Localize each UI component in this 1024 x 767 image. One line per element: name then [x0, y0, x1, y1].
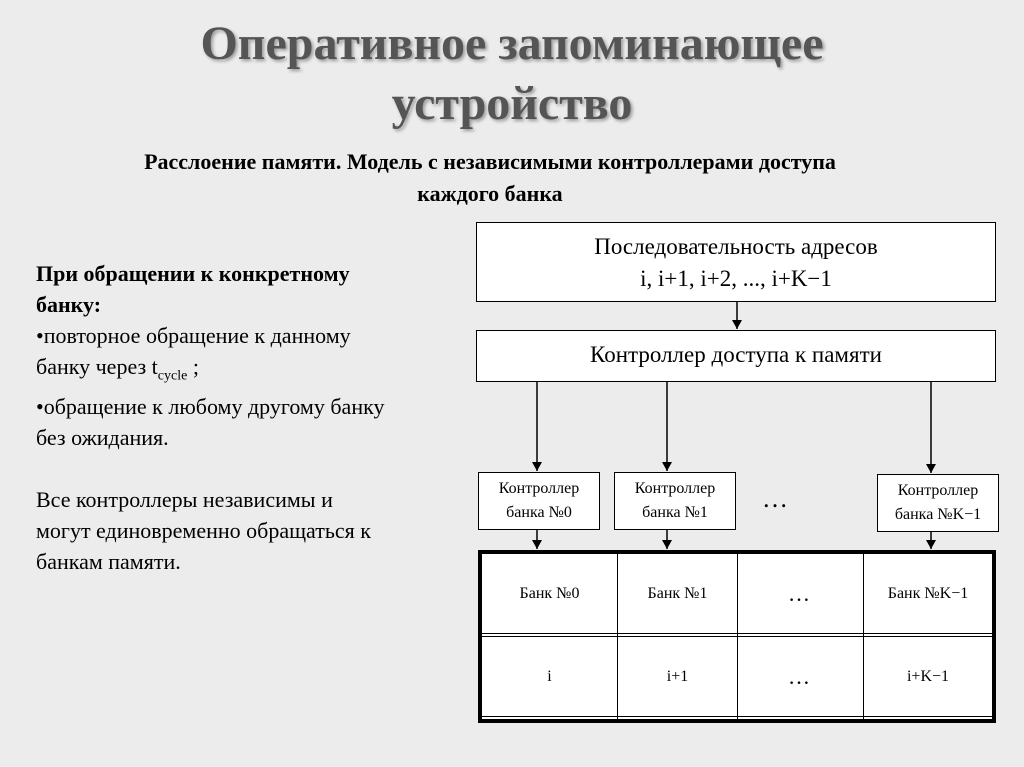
- bullet1-subscript: cycle: [157, 368, 188, 384]
- table-row-bank-names: [482, 554, 993, 634]
- bank-controller-1-line1: Контроллер: [634, 480, 716, 497]
- bank-controller-0-line1: Контроллер: [498, 480, 580, 497]
- bank-controller-k-line2: банка №K−1: [894, 506, 982, 523]
- memory-access-controller-box: Контроллер доступа к памяти: [476, 330, 996, 382]
- bullet1-text: банку через t: [36, 354, 158, 379]
- slide-title-line2: устройство: [391, 77, 633, 130]
- bank-controllers-ellipsis: …: [762, 484, 792, 513]
- table-cell: i+K−1: [864, 636, 993, 716]
- table-row-addresses: [482, 636, 993, 716]
- paragraph-line2: могут единовременно обращаться к: [36, 518, 371, 544]
- table-cell: Банк №1: [618, 554, 738, 634]
- bank-controller-k-line1: Контроллер: [897, 482, 979, 499]
- address-sequence-box: [476, 222, 996, 302]
- table-cell: Банк №K−1: [864, 554, 993, 634]
- address-sequence-values: i, i+1, i+2, ..., i+K−1: [640, 266, 832, 291]
- bank-controller-0: [478, 472, 600, 530]
- slide-title-line1: Оперативное запоминающее: [200, 17, 824, 70]
- table-cell: i+1: [618, 636, 738, 716]
- table-cell: [738, 717, 864, 720]
- address-sequence-label: Последовательность адресов: [594, 234, 878, 259]
- bank-controller-k-minus-1: [877, 474, 999, 532]
- table-cell: Банк №0: [482, 554, 618, 634]
- text-heading-line1: При обращении к конкретному: [36, 261, 350, 286]
- bullet2-line1: •обращение к любому другому банку: [36, 394, 385, 420]
- bullet1-line1: •повторное обращение к данному: [36, 323, 351, 348]
- bullet1-end: ;: [187, 354, 199, 379]
- slide-subtitle-line1: Расслоение памяти. Модель с независимыми контроллерами доступа: [144, 149, 836, 174]
- table-cell: i: [482, 636, 618, 716]
- memory-banks-table: [478, 550, 996, 723]
- table-cell: [864, 717, 993, 720]
- table-cell: [618, 717, 738, 720]
- slide-subtitle-line2: каждого банка: [417, 181, 563, 206]
- table-cell: …: [738, 636, 864, 716]
- table-row-empty: [482, 717, 993, 720]
- bullet2-line2: без ожидания.: [36, 425, 169, 451]
- paragraph-line3: банкам памяти.: [36, 549, 181, 575]
- paragraph-line1: Все контроллеры независимы и: [36, 487, 333, 513]
- table-cell: …: [738, 554, 864, 634]
- text-heading-line2: банку:: [36, 292, 102, 317]
- bank-controller-1: [614, 472, 736, 530]
- bank-controller-1-line2: банка №1: [642, 504, 708, 521]
- bank-controller-0-line2: банка №0: [506, 504, 572, 521]
- table-cell: [482, 717, 618, 720]
